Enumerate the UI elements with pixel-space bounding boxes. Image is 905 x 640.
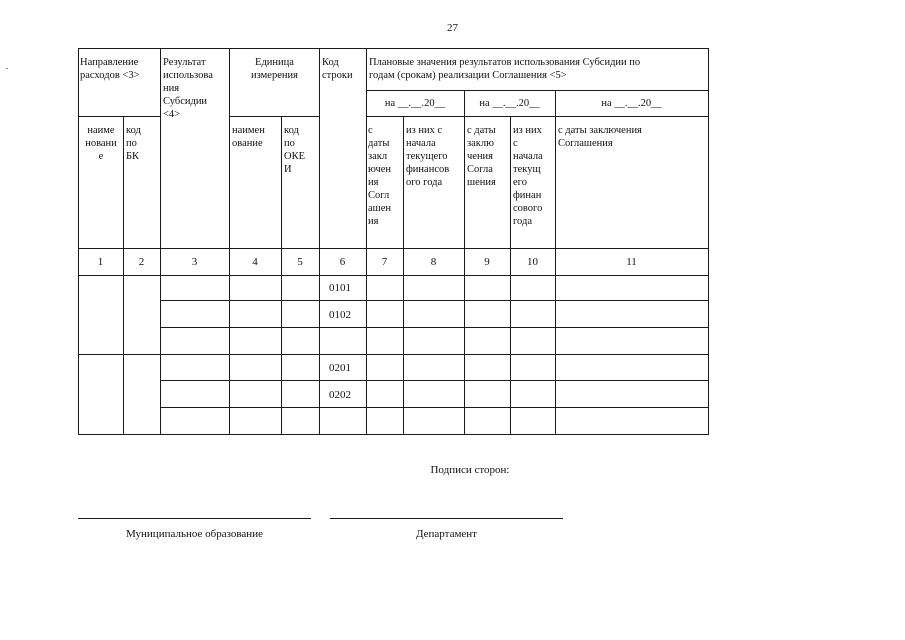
column-number: 8 (430, 256, 437, 268)
header-row-code: Код строки (322, 57, 353, 81)
col-line-1-2 (123, 116, 124, 435)
header-from-agreement-date-3: с даты заключения Соглашения (558, 125, 642, 149)
column-numbers-top-line (78, 248, 708, 249)
left-signature-caption: Муниципальное образование (126, 528, 263, 540)
header-of-which-from-fy-1: из них с начала текущего финансов ого года (406, 125, 450, 188)
group-separator-line (78, 354, 708, 355)
table-border-right (708, 48, 709, 435)
row-code: 0202 (329, 389, 351, 401)
col-line-9-10 (510, 116, 511, 435)
page-number: 27 (447, 22, 458, 34)
header-from-agreement-date-1: с даты закл ючен ия Согл ашен ия (368, 125, 392, 227)
col-line-7-8 (403, 116, 404, 435)
row-line (160, 380, 708, 381)
header-bk-code: код по БК (126, 125, 141, 162)
name-subheader-line-1 (78, 116, 160, 117)
name-subheader-line-2 (229, 116, 319, 117)
col-line-4-5 (281, 116, 282, 435)
header-planned-values: Плановые значения результатов использования Субсидии по годам (срокам) реализации Соглашения <5> (369, 57, 641, 81)
period-subheader-line (366, 116, 708, 117)
column-number: 2 (138, 256, 145, 268)
header-period-2: на __.__.20__ (479, 98, 540, 109)
header-unit: Единица измерения (251, 57, 298, 81)
column-number: 4 (252, 256, 258, 268)
row-line (160, 327, 708, 328)
left-signature-line (78, 518, 311, 519)
header-name-1: наиме новани е (85, 125, 117, 162)
column-number: 6 (339, 256, 346, 268)
column-number: 7 (381, 256, 388, 268)
table-border-left (78, 48, 79, 435)
col-line-5-6 (319, 48, 320, 435)
column-number: 1 (97, 256, 104, 268)
header-of-which-from-fy-2: из них с начала текущ его финан сового года (513, 125, 543, 227)
column-number: 5 (297, 256, 303, 268)
row-code: 0102 (329, 309, 351, 321)
header-period-1: на __.__.20__ (384, 98, 446, 109)
row-line (160, 407, 708, 408)
header-subsidy-result: Результат использова ния Субсидии <4> (163, 57, 213, 120)
signatures-title: Подписи сторон: (430, 464, 510, 476)
header-from-agreement-date-2: с даты заклю чения Согла шения (467, 125, 496, 188)
col-line-2-3 (160, 48, 161, 435)
table-border-bottom (78, 434, 708, 435)
row-code: 0101 (329, 282, 351, 294)
header-okei-code: код по ОКЕ И (284, 125, 305, 175)
column-number: 10 (527, 256, 538, 268)
col-line-3-4 (229, 48, 230, 435)
header-name-2: наимен ование (232, 125, 265, 149)
row-code: 0201 (329, 362, 351, 374)
column-number: 9 (484, 256, 490, 268)
table-border-top (78, 48, 708, 49)
header-expense-direction: Направление расходов <3> (80, 57, 140, 81)
header-period-3: на __.__.20__ (601, 98, 662, 109)
row-line (160, 300, 708, 301)
column-number: 11 (626, 256, 637, 268)
scan-mark (6, 68, 8, 69)
right-signature-line (330, 518, 563, 519)
column-numbers-bottom-line (78, 275, 708, 276)
right-signature-caption: Департамент (415, 528, 477, 540)
column-number: 3 (191, 256, 198, 268)
period-header-line (366, 90, 708, 91)
